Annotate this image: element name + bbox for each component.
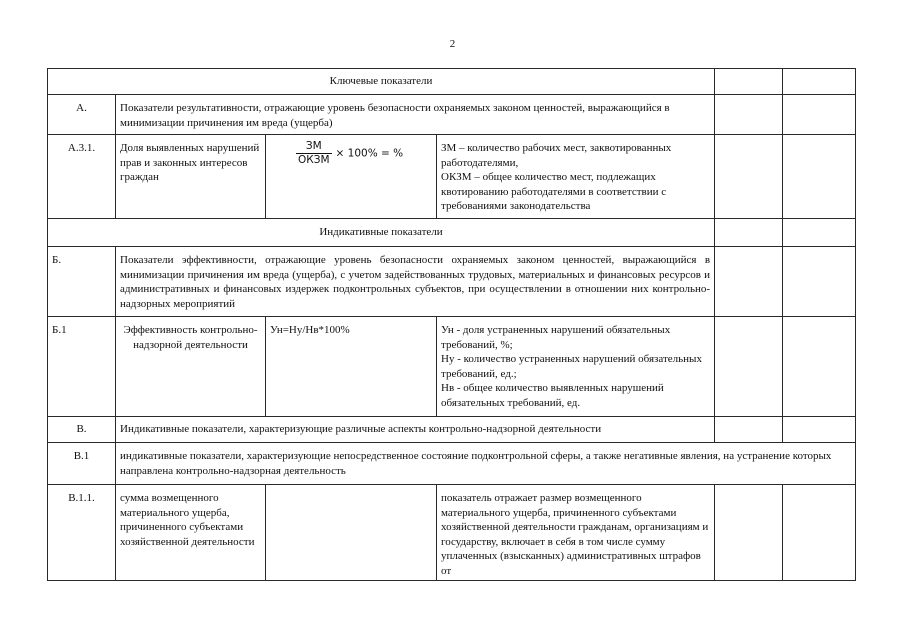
description-line: Нв - общее количество выявленных нарушений обязательных требований, ед. <box>441 382 664 409</box>
formula-fraction <box>296 140 332 167</box>
indicator-name: Эффективность контрольно-надзорной деятельности <box>116 317 266 417</box>
table-row <box>48 135 856 219</box>
empty-cell <box>715 135 783 219</box>
indicator-description <box>437 135 715 219</box>
table-row <box>48 317 856 417</box>
row-code: В. <box>48 417 116 443</box>
indicator-formula: Ун=Ну/Нв*100% <box>266 317 437 417</box>
description-line: Ун - доля устраненных нарушений обязательных требований, %; <box>441 324 671 351</box>
row-description: индикативные показатели, характеризующие непосредственное состояние подконтрольной сферы, а также негативные явления, на устранение которых направлена контрольно-надзорная деятельность <box>116 443 856 485</box>
empty-cell <box>783 219 856 247</box>
indicators-table <box>47 68 856 581</box>
table-row <box>48 485 856 581</box>
table-row <box>48 417 856 443</box>
table-row <box>48 247 856 317</box>
empty-cell <box>783 247 856 317</box>
formula-tail: × 100% = % <box>335 147 404 160</box>
indicator-formula <box>266 135 437 219</box>
formula-numerator: ЗМ <box>296 140 332 154</box>
page-number: 2 <box>449 38 456 50</box>
table-row <box>48 443 856 485</box>
row-description: Показатели результативности, отражающие уровень безопасности охраняемых законом ценностей, выражающийся в минимизации причинения им вреда (ущерба) <box>116 95 715 135</box>
section-title-indicative: Индикативные показатели <box>48 219 715 247</box>
row-code: Б. <box>48 247 116 317</box>
table-row <box>48 69 856 95</box>
empty-cell <box>715 69 783 95</box>
empty-cell <box>783 69 856 95</box>
empty-cell <box>715 485 783 581</box>
table-row <box>48 219 856 247</box>
description-line: Ну - количество устраненных нарушений обязательных требований, ед.; <box>441 353 702 380</box>
empty-cell <box>783 485 856 581</box>
row-description: Показатели эффективности, отражающие уровень безопасности охраняемых законом ценностей, выражающийся в минимизации причинения им вреда (ущерба), с учетом задействованных трудовых, материальных и финансовых ресурсов и административных и финансовых издержек подконтрольных субъектов, при осуществлении в отношении них контрольно-надзорных мероприятий <box>116 247 715 317</box>
row-code: А. <box>48 95 116 135</box>
description-line: ОКЗМ – общее количество мест, подлежащих квотированию работодателями в соответствии с требованиями законодательства <box>441 171 667 212</box>
empty-cell <box>783 317 856 417</box>
empty-cell <box>783 135 856 219</box>
empty-cell <box>783 95 856 135</box>
empty-cell <box>715 317 783 417</box>
empty-cell <box>715 247 783 317</box>
table-row <box>48 95 856 135</box>
description-line: ЗМ – количество рабочих мест, заквотированных работодателями, <box>441 142 672 169</box>
formula-denominator: ОКЗМ <box>298 154 330 166</box>
indicator-description: показатель отражает размер возмещенного материального ущерба, причиненного субъектами хозяйственной деятельности гражданам, организациям и государству, включает в себя в том числе сумму уплаченных (взысканных) административных штрафов от <box>437 485 715 581</box>
empty-cell <box>715 95 783 135</box>
row-code: В.1.1. <box>48 485 116 581</box>
row-code: Б.1 <box>48 317 116 417</box>
empty-cell <box>715 219 783 247</box>
indicator-formula <box>266 485 437 581</box>
indicator-name: Доля выявленных нарушений прав и законных интересов граждан <box>116 135 266 219</box>
indicator-name: сумма возмещенного материального ущерба, причиненного субъектами хозяйственной деятельности <box>116 485 266 581</box>
section-title-key-indicators: Ключевые показатели <box>48 69 715 95</box>
empty-cell <box>715 417 783 443</box>
empty-cell <box>783 417 856 443</box>
indicator-description <box>437 317 715 417</box>
row-code: А.3.1. <box>48 135 116 219</box>
row-description: Индикативные показатели, характеризующие различные аспекты контрольно-надзорной деятельности <box>116 417 715 443</box>
row-code: В.1 <box>48 443 116 485</box>
